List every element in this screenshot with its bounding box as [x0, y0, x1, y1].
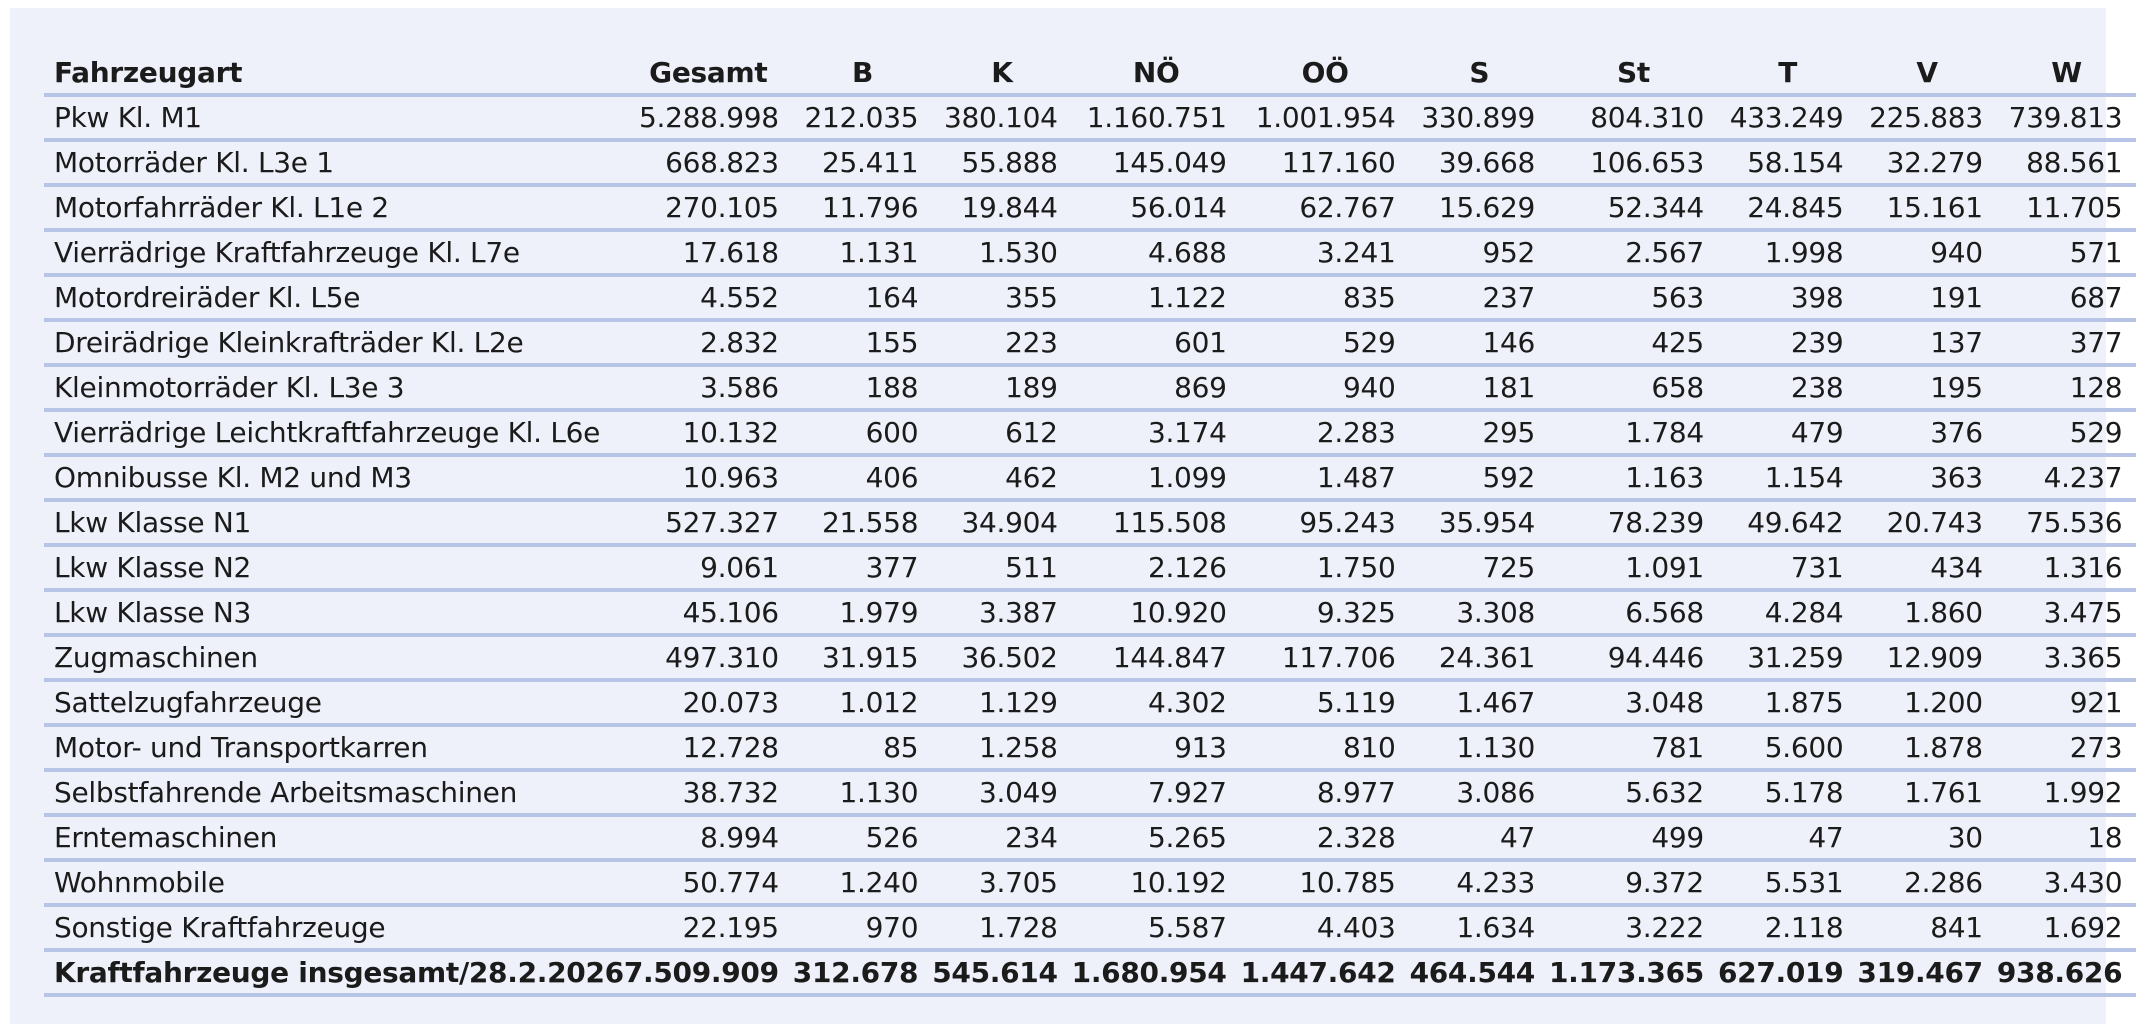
table-cell: 5.288.998: [624, 95, 793, 140]
table-cell: 612: [932, 410, 1071, 455]
table-cell: 36.502: [932, 635, 1071, 680]
table-cell: 1.200: [1857, 680, 1996, 725]
table-row: [44, 455, 2136, 500]
table-cell: 237: [1410, 275, 1549, 320]
table-cell: 8.994: [624, 815, 793, 860]
row-label: Lkw Klasse N1: [44, 500, 624, 545]
row-label: Vierrädrige Kraftfahrzeuge Kl. L7e: [44, 230, 624, 275]
table-cell: 55.888: [932, 140, 1071, 185]
table-cell: 377: [1997, 320, 2136, 365]
table-row: [44, 140, 2136, 185]
table-cell: 499: [1549, 815, 1718, 860]
table-row: [44, 545, 2136, 590]
column-header: V: [1857, 52, 1996, 95]
table-cell: 12.728: [624, 725, 793, 770]
table-cell: 1.692: [1997, 905, 2136, 950]
table-cell: 10.785: [1241, 860, 1410, 905]
table-cell: 137: [1857, 320, 1996, 365]
table-cell: 3.222: [1549, 905, 1718, 950]
table-cell: 434: [1857, 545, 1996, 590]
row-label: Sattelzugfahrzeuge: [44, 680, 624, 725]
table-row: [44, 680, 2136, 725]
table-cell: 527.327: [624, 500, 793, 545]
table-cell: 1.728: [932, 905, 1071, 950]
table-cell: 725: [1410, 545, 1549, 590]
table-cell: 739.813: [1997, 95, 2136, 140]
table-cell: 4.233: [1410, 860, 1549, 905]
row-label: Wohnmobile: [44, 860, 624, 905]
table-cell: 2.567: [1549, 230, 1718, 275]
table-cell: 781: [1549, 725, 1718, 770]
table-cell: 3.586: [624, 365, 793, 410]
table-cell: 1.130: [1410, 725, 1549, 770]
table-row: [44, 860, 2136, 905]
total-label: Kraftfahrzeuge insgesamt/28.2.2026: [44, 950, 624, 995]
table-cell: 6.568: [1549, 590, 1718, 635]
table-cell: 330.899: [1410, 95, 1549, 140]
table-cell: 58.154: [1718, 140, 1857, 185]
table-cell: 32.279: [1857, 140, 1996, 185]
table-cell: 497.310: [624, 635, 793, 680]
table-cell: 869: [1072, 365, 1241, 410]
table-cell: 7.927: [1072, 770, 1241, 815]
table-cell: 21.558: [793, 500, 932, 545]
total-cell: 1.173.365: [1549, 950, 1718, 995]
table-row: [44, 500, 2136, 545]
table-cell: 2.283: [1241, 410, 1410, 455]
table-row: [44, 590, 2136, 635]
table-cell: 10.963: [624, 455, 793, 500]
table-cell: 45.106: [624, 590, 793, 635]
table-cell: 106.653: [1549, 140, 1718, 185]
table-cell: 1.860: [1857, 590, 1996, 635]
table-cell: 1.875: [1718, 680, 1857, 725]
total-cell: 312.678: [793, 950, 932, 995]
column-header: St: [1549, 52, 1718, 95]
row-label: Motordreiräder Kl. L5e: [44, 275, 624, 320]
table-cell: 1.130: [793, 770, 932, 815]
table-cell: 3.308: [1410, 590, 1549, 635]
table-cell: 1.992: [1997, 770, 2136, 815]
table-cell: 5.531: [1718, 860, 1857, 905]
header-row: [44, 52, 2136, 95]
table-cell: 1.012: [793, 680, 932, 725]
table-cell: 4.552: [624, 275, 793, 320]
table-cell: 128: [1997, 365, 2136, 410]
table-cell: 425: [1549, 320, 1718, 365]
table-cell: 25.411: [793, 140, 932, 185]
table-cell: 94.446: [1549, 635, 1718, 680]
table-row: [44, 410, 2136, 455]
table-row: [44, 635, 2136, 680]
table-cell: 1.163: [1549, 455, 1718, 500]
total-cell: 1.680.954: [1072, 950, 1241, 995]
table-cell: 9.061: [624, 545, 793, 590]
table-cell: 1.634: [1410, 905, 1549, 950]
table-cell: 144.847: [1072, 635, 1241, 680]
table-cell: 668.823: [624, 140, 793, 185]
table-cell: 479: [1718, 410, 1857, 455]
table-cell: 592: [1410, 455, 1549, 500]
table-cell: 3.049: [932, 770, 1071, 815]
row-label: Vierrädrige Leichtkraftfahrzeuge Kl. L6e: [44, 410, 624, 455]
table-cell: 2.328: [1241, 815, 1410, 860]
table-cell: 687: [1997, 275, 2136, 320]
table-cell: 295: [1410, 410, 1549, 455]
row-label: Omnibusse Kl. M2 und M3: [44, 455, 624, 500]
table-cell: 9.325: [1241, 590, 1410, 635]
table-cell: 1.784: [1549, 410, 1718, 455]
table-cell: 1.122: [1072, 275, 1241, 320]
row-label: Zugmaschinen: [44, 635, 624, 680]
row-label: Motorfahrräder Kl. L1e 2: [44, 185, 624, 230]
column-header: OÖ: [1241, 52, 1410, 95]
table-cell: 117.160: [1241, 140, 1410, 185]
table-cell: 363: [1857, 455, 1996, 500]
table-cell: 5.600: [1718, 725, 1857, 770]
table-cell: 5.587: [1072, 905, 1241, 950]
table-cell: 223: [932, 320, 1071, 365]
table-cell: 188: [793, 365, 932, 410]
table-cell: 601: [1072, 320, 1241, 365]
table-cell: 1.131: [793, 230, 932, 275]
table-cell: 3.387: [932, 590, 1071, 635]
table-cell: 20.073: [624, 680, 793, 725]
table-cell: 563: [1549, 275, 1718, 320]
table-cell: 2.118: [1718, 905, 1857, 950]
total-cell: 627.019: [1718, 950, 1857, 995]
table-cell: 1.160.751: [1072, 95, 1241, 140]
table-cell: 15.161: [1857, 185, 1996, 230]
table-cell: 24.845: [1718, 185, 1857, 230]
table-panel: [10, 8, 2123, 1024]
table-cell: 462: [932, 455, 1071, 500]
table-row: [44, 275, 2136, 320]
table-cell: 273: [1997, 725, 2136, 770]
table-cell: 85: [793, 725, 932, 770]
table-cell: 406: [793, 455, 932, 500]
column-header: Gesamt: [624, 52, 793, 95]
row-label: Lkw Klasse N2: [44, 545, 624, 590]
table-cell: 913: [1072, 725, 1241, 770]
table-cell: 145.049: [1072, 140, 1241, 185]
total-cell: 464.544: [1410, 950, 1549, 995]
table-cell: 3.475: [1997, 590, 2136, 635]
table-cell: 1.530: [932, 230, 1071, 275]
table-cell: 11.796: [793, 185, 932, 230]
table-cell: 225.883: [1857, 95, 1996, 140]
total-cell: 938.626: [1997, 950, 2136, 995]
table-cell: 189: [932, 365, 1071, 410]
table-cell: 5.178: [1718, 770, 1857, 815]
total-cell: 545.614: [932, 950, 1071, 995]
table-row: [44, 320, 2136, 365]
table-cell: 117.706: [1241, 635, 1410, 680]
table-cell: 804.310: [1549, 95, 1718, 140]
table-cell: 5.119: [1241, 680, 1410, 725]
table-cell: 952: [1410, 230, 1549, 275]
table-cell: 3.430: [1997, 860, 2136, 905]
table-cell: 47: [1410, 815, 1549, 860]
table-row: [44, 725, 2136, 770]
table-row: [44, 770, 2136, 815]
table-cell: 30: [1857, 815, 1996, 860]
total-cell: 1.447.642: [1241, 950, 1410, 995]
table-row: [44, 230, 2136, 275]
column-header-vehicle-type: Fahrzeugart: [44, 52, 624, 95]
vehicle-statistics-table: [44, 52, 2136, 997]
table-cell: 191: [1857, 275, 1996, 320]
table-cell: 17.618: [624, 230, 793, 275]
table-cell: 19.844: [932, 185, 1071, 230]
table-cell: 1.750: [1241, 545, 1410, 590]
column-header: NÖ: [1072, 52, 1241, 95]
table-cell: 5.265: [1072, 815, 1241, 860]
table-row: [44, 185, 2136, 230]
table-cell: 658: [1549, 365, 1718, 410]
table-cell: 1.487: [1241, 455, 1410, 500]
table-cell: 377: [793, 545, 932, 590]
table-cell: 2.832: [624, 320, 793, 365]
table-cell: 164: [793, 275, 932, 320]
table-cell: 212.035: [793, 95, 932, 140]
table-cell: 810: [1241, 725, 1410, 770]
table-cell: 4.403: [1241, 905, 1410, 950]
row-label: Erntemaschinen: [44, 815, 624, 860]
table-cell: 1.240: [793, 860, 932, 905]
table-cell: 3.241: [1241, 230, 1410, 275]
total-row: [44, 950, 2136, 995]
table-cell: 2.286: [1857, 860, 1996, 905]
table-cell: 3.174: [1072, 410, 1241, 455]
table-cell: 571: [1997, 230, 2136, 275]
table-cell: 146: [1410, 320, 1549, 365]
row-label: Kleinmotorräder Kl. L3e 3: [44, 365, 624, 410]
table-cell: 10.192: [1072, 860, 1241, 905]
table-cell: 1.761: [1857, 770, 1996, 815]
table-cell: 4.237: [1997, 455, 2136, 500]
table-cell: 376: [1857, 410, 1996, 455]
column-header: W: [1997, 52, 2136, 95]
table-cell: 511: [932, 545, 1071, 590]
table-cell: 1.091: [1549, 545, 1718, 590]
row-label: Motorräder Kl. L3e 1: [44, 140, 624, 185]
table-cell: 3.086: [1410, 770, 1549, 815]
table-cell: 56.014: [1072, 185, 1241, 230]
table-cell: 1.099: [1072, 455, 1241, 500]
table-cell: 47: [1718, 815, 1857, 860]
table-cell: 24.361: [1410, 635, 1549, 680]
table-cell: 39.668: [1410, 140, 1549, 185]
table-cell: 95.243: [1241, 500, 1410, 545]
table-cell: 155: [793, 320, 932, 365]
table-cell: 10.132: [624, 410, 793, 455]
table-cell: 238: [1718, 365, 1857, 410]
table-cell: 9.372: [1549, 860, 1718, 905]
table-cell: 1.154: [1718, 455, 1857, 500]
table-cell: 12.909: [1857, 635, 1996, 680]
table-cell: 15.629: [1410, 185, 1549, 230]
column-header: T: [1718, 52, 1857, 95]
table-cell: 20.743: [1857, 500, 1996, 545]
table-cell: 181: [1410, 365, 1549, 410]
row-label: Motor- und Transportkarren: [44, 725, 624, 770]
table-cell: 4.302: [1072, 680, 1241, 725]
column-header: B: [793, 52, 932, 95]
table-cell: 835: [1241, 275, 1410, 320]
table-cell: 600: [793, 410, 932, 455]
table-cell: 78.239: [1549, 500, 1718, 545]
table-cell: 1.979: [793, 590, 932, 635]
table-cell: 8.977: [1241, 770, 1410, 815]
table-cell: 2.126: [1072, 545, 1241, 590]
total-cell: 7.509.909: [624, 950, 793, 995]
table-cell: 1.258: [932, 725, 1071, 770]
table-cell: 1.467: [1410, 680, 1549, 725]
table-cell: 234: [932, 815, 1071, 860]
table-row: [44, 815, 2136, 860]
table-row: [44, 365, 2136, 410]
table-cell: 1.001.954: [1241, 95, 1410, 140]
table-cell: 380.104: [932, 95, 1071, 140]
table-cell: 526: [793, 815, 932, 860]
table-cell: 5.632: [1549, 770, 1718, 815]
row-label: Pkw Kl. M1: [44, 95, 624, 140]
table-cell: 270.105: [624, 185, 793, 230]
table-cell: 31.259: [1718, 635, 1857, 680]
table-cell: 18: [1997, 815, 2136, 860]
table-cell: 11.705: [1997, 185, 2136, 230]
table-cell: 62.767: [1241, 185, 1410, 230]
total-cell: 319.467: [1857, 950, 1996, 995]
column-header: S: [1410, 52, 1549, 95]
table-cell: 49.642: [1718, 500, 1857, 545]
table-cell: 4.284: [1718, 590, 1857, 635]
table-cell: 529: [1241, 320, 1410, 365]
table-body: [44, 95, 2136, 995]
table-cell: 3.048: [1549, 680, 1718, 725]
table-cell: 1.316: [1997, 545, 2136, 590]
table-cell: 3.705: [932, 860, 1071, 905]
table-cell: 355: [932, 275, 1071, 320]
table-cell: 31.915: [793, 635, 932, 680]
table-cell: 195: [1857, 365, 1996, 410]
table-cell: 398: [1718, 275, 1857, 320]
row-label: Selbstfahrende Arbeitsmaschinen: [44, 770, 624, 815]
table-cell: 841: [1857, 905, 1996, 950]
row-label: Dreirädrige Kleinkrafträder Kl. L2e: [44, 320, 624, 365]
table-row: [44, 95, 2136, 140]
table-cell: 52.344: [1549, 185, 1718, 230]
table-cell: 433.249: [1718, 95, 1857, 140]
table-cell: 50.774: [624, 860, 793, 905]
table-cell: 239: [1718, 320, 1857, 365]
table-row: [44, 905, 2136, 950]
table-cell: 34.904: [932, 500, 1071, 545]
table-cell: 940: [1241, 365, 1410, 410]
table-cell: 921: [1997, 680, 2136, 725]
table-cell: 38.732: [624, 770, 793, 815]
table-cell: 1.998: [1718, 230, 1857, 275]
table-cell: 529: [1997, 410, 2136, 455]
table-cell: 970: [793, 905, 932, 950]
table-cell: 1.878: [1857, 725, 1996, 770]
table-cell: 22.195: [624, 905, 793, 950]
table-cell: 4.688: [1072, 230, 1241, 275]
row-label: Lkw Klasse N3: [44, 590, 624, 635]
table-cell: 3.365: [1997, 635, 2136, 680]
table-cell: 115.508: [1072, 500, 1241, 545]
table-cell: 1.129: [932, 680, 1071, 725]
column-header: K: [932, 52, 1071, 95]
table-cell: 10.920: [1072, 590, 1241, 635]
table-cell: 88.561: [1997, 140, 2136, 185]
table-cell: 75.536: [1997, 500, 2136, 545]
table-cell: 731: [1718, 545, 1857, 590]
table-cell: 35.954: [1410, 500, 1549, 545]
row-label: Sonstige Kraftfahrzeuge: [44, 905, 624, 950]
table-cell: 940: [1857, 230, 1996, 275]
